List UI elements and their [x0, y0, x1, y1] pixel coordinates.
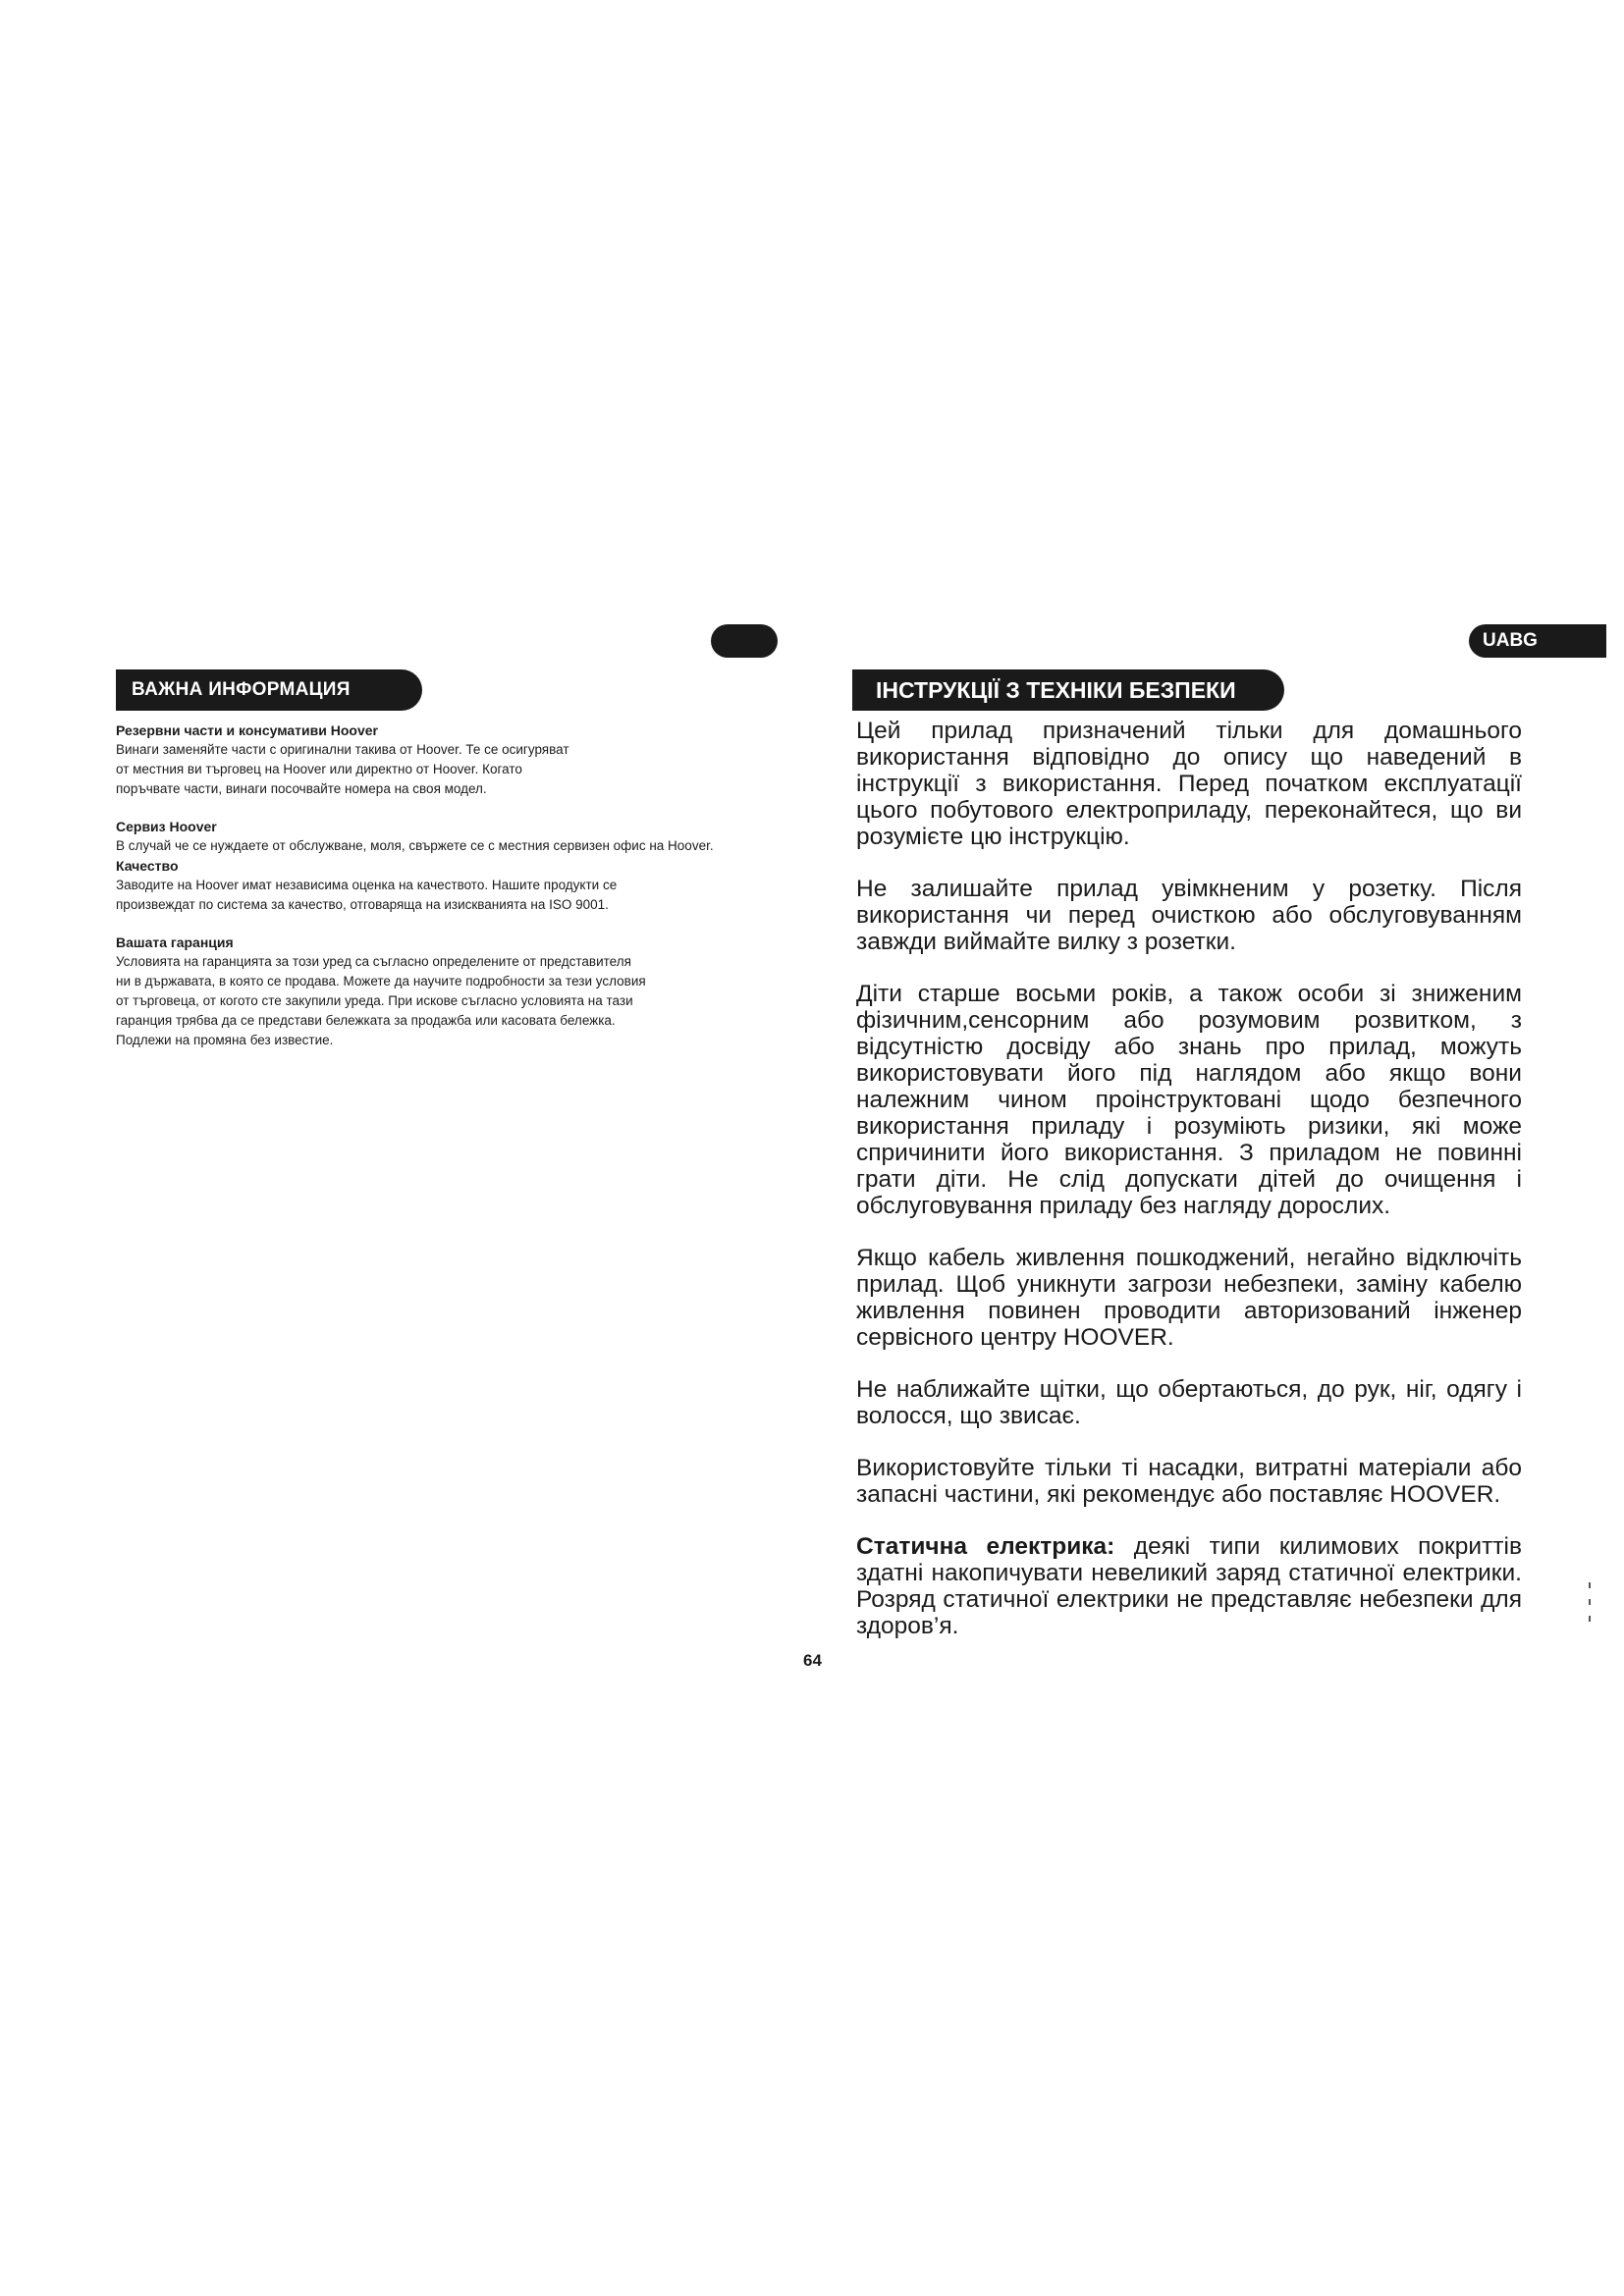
- text-line: Условията на гаранцията за този уред са съгласно определените от представителя: [116, 954, 631, 969]
- left-page-content: [116, 721, 785, 1068]
- text-line: произвеждат по система за качество, отговаряща на изискванията на ISO 9001.: [116, 897, 609, 912]
- text-line: поръчвате части, винаги посочвайте номера на своя модел.: [116, 781, 487, 796]
- section-quality: [116, 856, 785, 915]
- text-line: от търговеца, от когото сте закупили уреда. При искове съгласно условията на тази: [116, 993, 633, 1008]
- left-page-tab: [711, 624, 778, 658]
- section-title: Резервни части и консумативи Hoover: [116, 722, 378, 738]
- safety-paragraph: Не наближайте щітки, що обертаються, до рук, ніг, одягу і волосся, що звисає.: [856, 1376, 1522, 1429]
- static-title: Статична електрика:: [856, 1533, 1115, 1560]
- text-line: ни в държавата, в която се продава. Можете да научите подробности за тези условия: [116, 974, 646, 988]
- static-electricity-paragraph: [856, 1533, 1522, 1639]
- language-tab: UABG: [1469, 624, 1606, 658]
- safety-paragraph: Цей прилад призначений тільки для домашнього використання відповідно до опису що наведений в інструкції з використання. Перед початком експлуатації цього побутового електроприладу, переконайтеся, що ви розумієте цю інструкцію.: [856, 718, 1522, 850]
- section-service: [116, 817, 785, 856]
- text-line: Заводите на Hoover имат независима оценка на качеството. Нашите продукти се: [116, 878, 618, 892]
- right-page-content: [856, 718, 1522, 1665]
- safety-paragraph: Не залишайте прилад увімкненим у розетку. Після використання чи перед очисткою або обслуговуванням завжди виймайте вилку з розетки.: [856, 876, 1522, 955]
- edge-mark: [1589, 1616, 1591, 1622]
- edge-marks: [1589, 1582, 1592, 1632]
- safety-paragraph: Використовуйте тільки ті насадки, витратні матеріали або запасні частини, які рекомендує або поставляє HOOVER.: [856, 1455, 1522, 1508]
- text-line: Винаги заменяйте части с оригинални такива от Hoover. Те се осигуряват: [116, 742, 569, 757]
- section-text: В случай че се нуждаете от обслужване, моля, свържете се с местния сервизен офис на Hoover.: [116, 838, 714, 853]
- safety-paragraph: Діти старше восьми років, а також особи зі зниженим фізичним,сенсорним або розумовим розвитком, з відсутністю досвіду або знань про прилад, можуть використовувати його під наглядом або якщо вони належним чином проінструктовані щодо безпечного використання приладу і розуміють ризики, які може спричинити його використання. З приладом не повинні грати діти. Не слід допускати дітей до очищення і обслуговування приладу без нагляду дорослих.: [856, 981, 1522, 1219]
- section-spare-parts: [116, 721, 785, 799]
- edge-mark: [1589, 1599, 1591, 1605]
- text-line: гаранция трябва да се представи бележката за продажба или касовата бележка.: [116, 1013, 616, 1028]
- section-title: Сервиз Hoover: [116, 819, 217, 834]
- section-title: Вашата гаранция: [116, 934, 234, 950]
- edge-mark: [1589, 1582, 1591, 1588]
- text-line: Подлежи на промяна без известие.: [116, 1033, 334, 1047]
- section-warranty: [116, 933, 785, 1050]
- safety-paragraph: Якщо кабель живлення пошкоджений, негайно відключіть прилад. Щоб уникнути загрози небезпеки, заміну кабелю живлення повинен проводити авторизований інженер сервісного центру HOOVER.: [856, 1245, 1522, 1351]
- left-page-header: ВАЖНА ИНФОРМАЦИЯ: [116, 669, 422, 711]
- page-number: 64: [803, 1651, 822, 1670]
- static-text: деякі типи килимових покриттів здатні накопичувати невеликий заряд статичної електрики. Розряд статичної електрики не представляє небезпеки для здоров’я.: [856, 1533, 1522, 1639]
- text-line: от местния ви търговец на Hoover или директно от Hoover. Когато: [116, 762, 522, 776]
- right-page-header: ІНСТРУКЦІЇ З ТЕХНІКИ БЕЗПЕКИ: [852, 669, 1284, 711]
- section-title: Качество: [116, 858, 179, 874]
